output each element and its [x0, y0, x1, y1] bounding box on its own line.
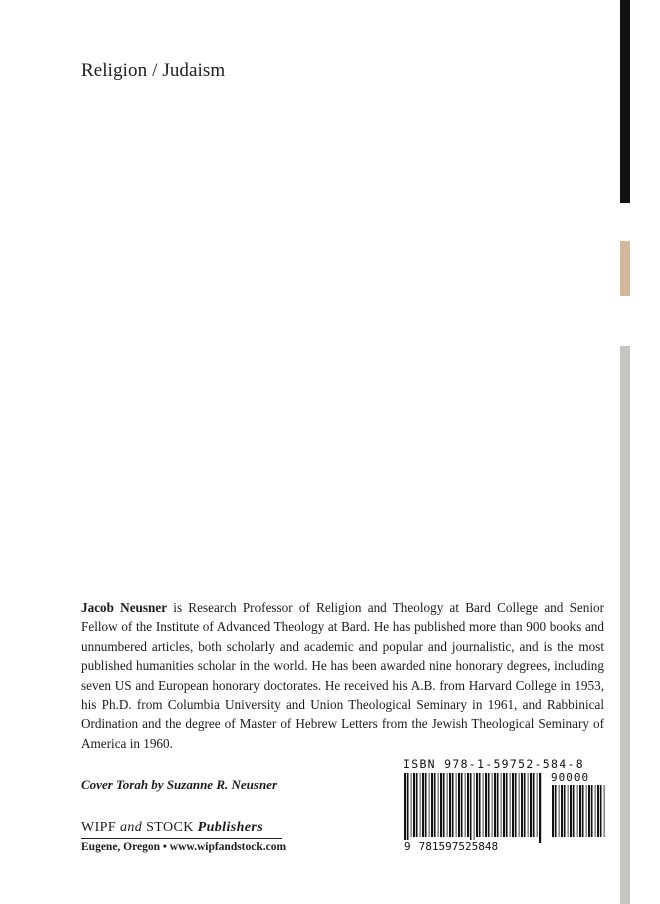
black-edge-stripe: [620, 0, 630, 203]
category-label: Religion / Judaism: [81, 60, 226, 81]
barcode-bar: [515, 773, 517, 837]
barcode-bar: [474, 773, 475, 843]
barcode-bar: [537, 773, 538, 837]
barcode-bar: [425, 773, 427, 837]
barcode-bar: [591, 785, 593, 837]
barcode-bar: [429, 773, 430, 837]
barcode-bar: [449, 773, 451, 837]
barcode-bar: [434, 773, 436, 837]
barcode-bar: [420, 773, 421, 837]
cover-credit: Cover Torah by Suzanne R. Neusner: [81, 777, 278, 792]
price-barcode: [551, 785, 606, 843]
barcode-bar: [595, 785, 596, 837]
barcode-bar: [577, 785, 578, 837]
publisher-name-part1: WIPF: [81, 820, 117, 835]
barcode-digit-group1: 781597: [418, 840, 459, 853]
barcode-bar: [564, 785, 566, 837]
barcode-bar: [497, 773, 499, 837]
barcode-bar: [530, 773, 532, 837]
barcode-bar: [404, 773, 406, 843]
barcode-bar: [533, 773, 535, 837]
publisher-name-and: and: [119, 820, 143, 835]
barcode-bar: [510, 773, 511, 837]
barcode-bar: [501, 773, 502, 837]
barcode-bar: [521, 773, 523, 837]
barcode-bar: [485, 773, 487, 837]
author-bio-text: is Research Professor of Religion and Theology at Bard College and Senior Fellow of the Institute of Advanced Theology at Bard. He has published more than 900 books and unnumbered articles, both scholarly and academic and popular and journalistic, and is the most published humanities scholar in the world. He has been awarded nine honorary degrees, including seven US and European honorary doctorates. He received his A.B. from Harvard College in 1953, his Ph.D. from Columbia University and Union Theological Seminary in 1961, and Rabbinical Ordination and the degree of Master of Hebrew Letters from the Jewish Theological Seminary of America in 1960.: [81, 600, 605, 751]
barcode-bar: [561, 785, 563, 837]
barcode-bar: [488, 773, 490, 837]
barcode-bar: [597, 785, 599, 837]
barcode-bar: [573, 785, 575, 837]
barcode-bar: [568, 785, 569, 837]
barcode-bar: [555, 785, 557, 837]
author-name: Jacob Neusner: [81, 600, 168, 615]
barcode-bar: [440, 773, 442, 837]
barcode-bar: [503, 773, 505, 837]
barcode-bar: [461, 773, 463, 837]
barcode-bar: [452, 773, 454, 837]
barcode-bar: [570, 785, 572, 837]
tan-edge-stripe: [620, 241, 630, 296]
barcode-digit-first: 9: [404, 840, 411, 853]
barcode-bar: [465, 773, 466, 837]
barcode-bar: [413, 773, 415, 837]
barcode-bar: [458, 773, 460, 837]
barcode-bar: [447, 773, 448, 837]
barcode-bar: [476, 773, 478, 837]
barcode-bar: [604, 785, 605, 837]
price-code: 90000: [551, 771, 590, 784]
barcode-bar: [586, 785, 587, 837]
publisher-name: [81, 820, 263, 836]
gray-edge-stripe: [620, 346, 630, 904]
barcode-bar: [588, 785, 590, 837]
publisher-location: Eugene, Oregon • www.wipfandstock.com: [81, 841, 287, 853]
author-bio: [81, 598, 604, 753]
barcode-bar: [528, 773, 529, 837]
barcode-bar: [506, 773, 508, 837]
isbn-text: ISBN 978-1-59752-584-8: [403, 757, 584, 771]
barcode-bar: [552, 785, 554, 837]
barcode-bar: [407, 773, 409, 843]
barcode-bar: [456, 773, 457, 837]
barcode-bar: [582, 785, 584, 837]
barcode-bar: [438, 773, 439, 837]
barcode-bar: [519, 773, 520, 837]
barcode-bar: [494, 773, 496, 837]
barcode-bar: [483, 773, 484, 837]
barcode-bar: [492, 773, 493, 837]
barcode-bar: [470, 773, 472, 843]
barcode-bar: [512, 773, 514, 837]
barcode-bar: [416, 773, 418, 837]
barcode-bar: [467, 773, 469, 837]
publisher-name-part2: STOCK: [146, 820, 194, 835]
barcode-bar: [559, 785, 560, 837]
publisher-rule: [81, 838, 282, 839]
barcode-bar: [431, 773, 433, 837]
publisher-name-part3: Publishers: [197, 820, 264, 835]
barcode-bar: [422, 773, 424, 837]
barcode-bar: [600, 785, 602, 837]
barcode-bar: [524, 773, 526, 837]
barcode-digit-group2: 525848: [458, 840, 499, 853]
barcode-bar: [479, 773, 481, 837]
barcode-bar: [579, 785, 581, 837]
barcode-bar: [539, 773, 541, 843]
barcode-bar: [411, 773, 412, 837]
barcode-digits: [403, 840, 499, 853]
isbn-barcode: [403, 773, 543, 843]
barcode-bar: [443, 773, 445, 837]
